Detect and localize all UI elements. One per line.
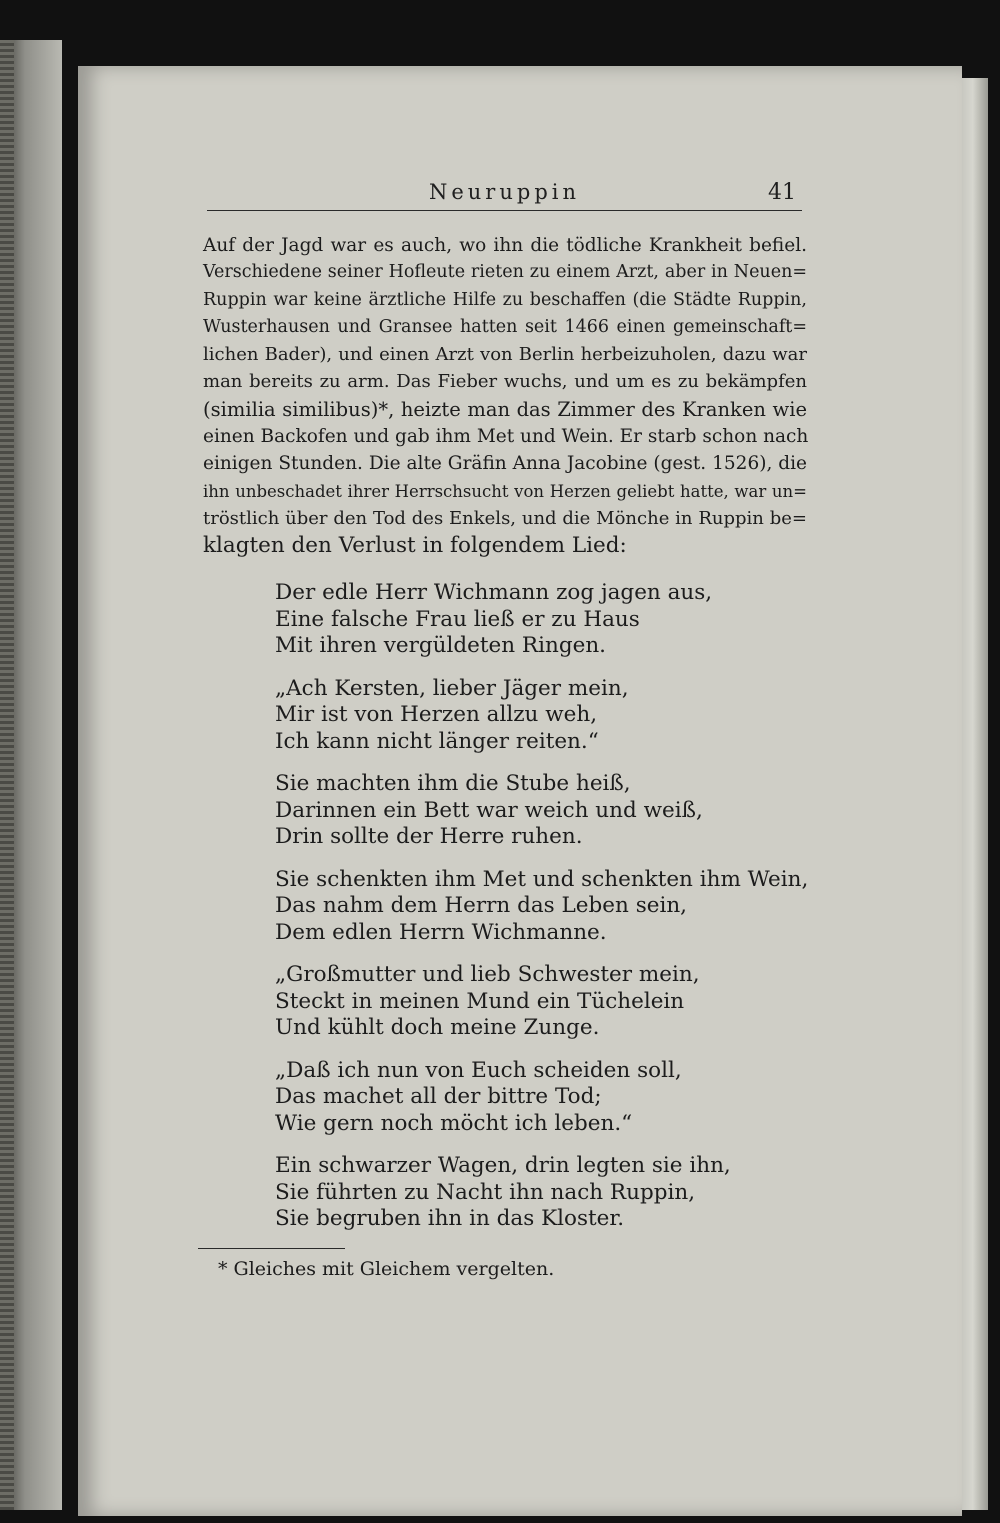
footnote: * Gleiches mit Gleichem vergelten. [218,1258,555,1280]
poem-verse: Darinnen ein Bett war weich und weiß, [275,797,703,823]
prose-line: man bereits zu arm. Das Fieber wuchs, und um es zu bekämpfen [203,371,807,393]
poem-verse: Das nahm dem Herrn das Leben sein, [275,893,688,918]
poem-stanza [275,676,775,756]
prose-line: klagten den Verlust in folgendem Lied: [203,533,627,559]
prose-line: Wusterhausen und Gransee hatten seit 1466 einen gemeinschaft= [203,316,807,337]
page-number: 41 [768,180,796,205]
poem-stanza [275,962,775,1042]
poem-stanza [275,771,775,851]
poem [275,580,809,1249]
poem-stanza [275,1153,775,1233]
poem-verse: Steckt in meinen Mund ein Tüchelein [275,988,685,1014]
poem-verse: „Ach Kersten, lieber Jäger mein, [275,675,629,701]
prose-line: tröstlich über den Tod des Enkels, und die Mönche in Ruppin be= [203,507,807,529]
prose-line: einigen Stunden. Die alte Gräfin Anna Jacobine (gest. 1526), die [203,453,807,475]
prose-line: Verschiedene seiner Hofleute rieten zu einem Arzt, aber in Neuen= [203,262,807,283]
poem-verse: Ich kann nicht länger reiten.“ [275,728,599,754]
poem-verse: Wie gern noch möcht ich leben.“ [275,1110,633,1136]
prose-line: einen Backofen und gab ihm Met und Wein. Er starb schon nach [203,426,809,448]
running-head [207,178,802,211]
prose-line: Auf der Jagd war es auch, wo ihn die tödliche Krankheit befiel. [203,235,807,256]
poem-stanza [275,866,809,947]
poem-verse: „Daß ich nun von Euch scheiden soll, [275,1057,682,1083]
poem-verse: Dem edlen Herrn Wichmanne. [275,919,607,945]
running-title: Neuruppin [428,180,581,204]
poem-verse: Mir ist von Herzen allzu weh, [275,702,598,727]
poem-verse: Sie machten ihm die Stube heiß, [275,771,631,796]
poem-verse: Das machet all der bittre Tod; [275,1084,602,1109]
poem-verse: Und kühlt doch meine Zunge. [275,1015,600,1040]
poem-stanza [275,580,775,660]
prose-line: ihn unbeschadet ihrer Herrschsucht von Herzen geliebt hatte, war un= [203,481,807,501]
prose-paragraph [203,232,807,560]
poem-verse: „Großmutter und lieb Schwester mein, [275,962,700,987]
poem-verse: Sie begruben ihn in das Kloster. [275,1206,625,1231]
prose-line: Ruppin war keine ärztliche Hilfe zu beschaffen (die Städte Ruppin, [203,289,807,310]
footnote-rule [198,1248,345,1249]
prose-line: lichen Bader), und einen Arzt von Berlin herbeizuholen, dazu war [203,344,807,366]
prose-line: (similia similibus)*, heizte man das Zimmer des Kranken wie [203,397,807,421]
poem-verse: Sie schenkten ihm Met und schenkten ihm Wein, [275,866,809,892]
poem-verse: Mit ihren vergüldeten Ringen. [275,633,607,658]
poem-verse: Drin sollte der Herre ruhen. [275,824,583,849]
book-spine-cloth [0,40,14,1510]
poem-verse: Ein schwarzer Wagen, drin legten sie ihn, [275,1153,731,1178]
poem-verse: Eine falsche Frau ließ er zu Haus [275,606,640,632]
poem-stanza [275,1058,775,1138]
poem-verse: Sie führten zu Nacht ihn nach Ruppin, [275,1179,696,1205]
poem-verse: Der edle Herr Wichmann zog jagen aus, [275,580,713,605]
